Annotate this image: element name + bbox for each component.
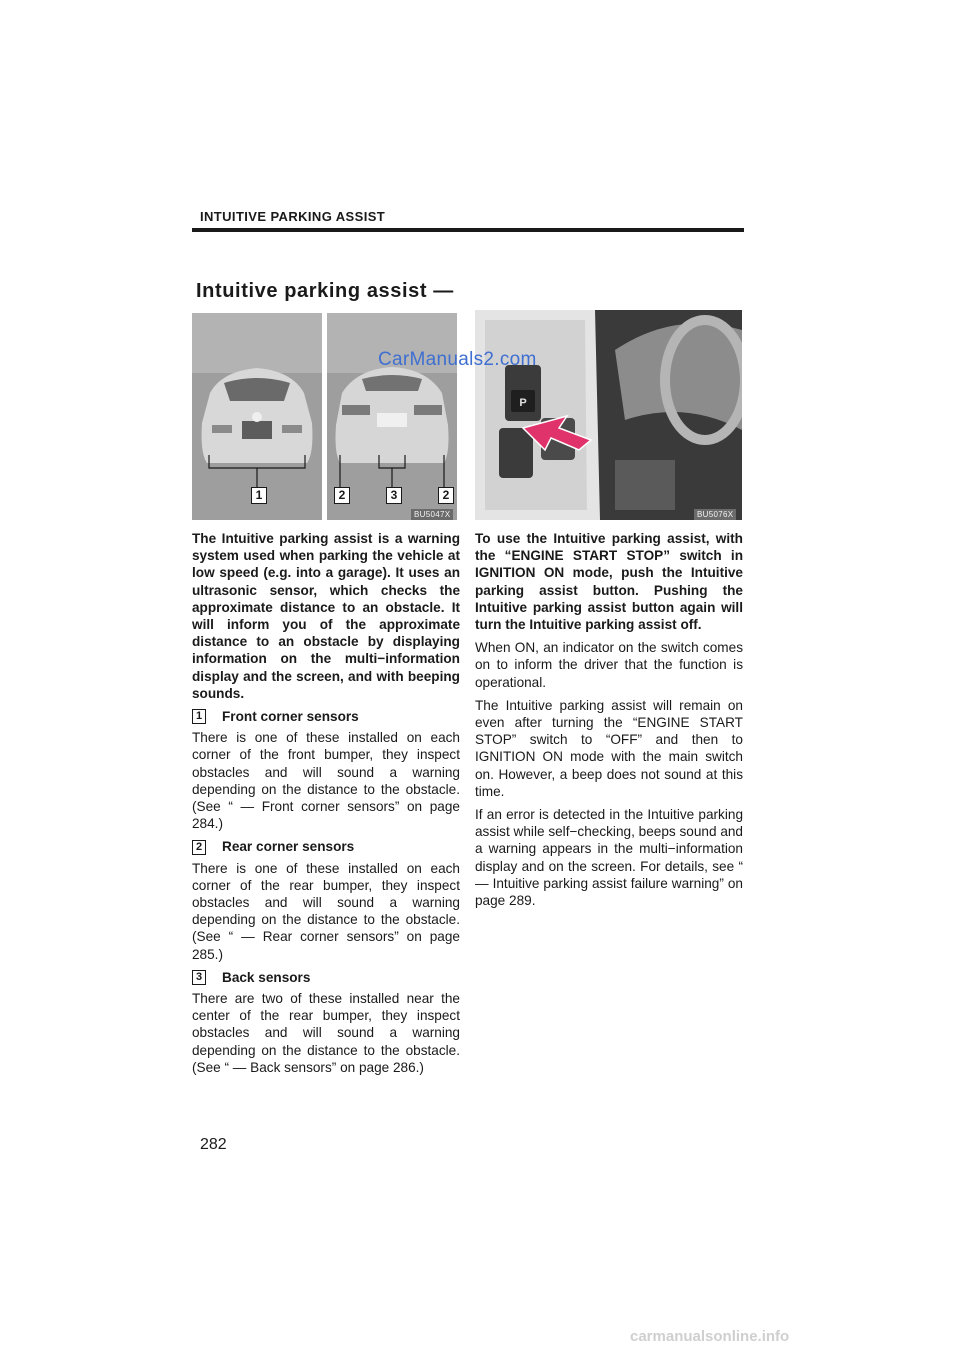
item-2-number: 2 <box>192 840 206 855</box>
watermark-overlay: CarManuals2.com <box>378 349 537 370</box>
callout-2-left: 2 <box>334 487 350 504</box>
left-column <box>192 530 460 1082</box>
item-3-number: 3 <box>192 970 206 985</box>
right-column <box>475 530 743 915</box>
page-number: 282 <box>200 1136 227 1153</box>
callout-1: 1 <box>251 487 267 504</box>
figure-code-right: BU5076X <box>694 509 736 520</box>
section-title: Intuitive parking assist — <box>196 280 454 302</box>
item-1-title: Front corner sensors <box>222 709 359 725</box>
item-1-heading <box>192 708 460 725</box>
error-paragraph: If an error is detected in the Intuitive parking assist while self−checking, beeps sound and a warning appears in the multi−information display and on the screen. For details, see “ — Intuitive parking assist failure warning” on page 289. <box>475 807 743 909</box>
item-2-heading <box>192 838 460 855</box>
item-1-number: 1 <box>192 709 206 724</box>
item-1-body: There is one of these installed on each corner of the front bumper, they inspect obstacles and will sound a warning depending on the distance to the obstacle. (See “ — Front corner sensors” on page 284.) <box>192 730 460 832</box>
item-2-body: There is one of these installed on each corner of the rear bumper, they inspect obstacles and will sound a warning depending on the distance to the obstacle. (See “ — Rear corner sensors” on page 285.) <box>192 860 460 962</box>
item-3-body: There are two of these installed near the center of the rear bumper, they inspect obstacles and will sound a warning depending on the distance to the obstacle. (See “ — Back sensors” on page 286.) <box>192 991 460 1075</box>
running-header: INTUITIVE PARKING ASSIST <box>200 209 386 224</box>
indicator-paragraph: When ON, an indicator on the switch comes on to inform the driver that the function is operational. <box>475 640 743 690</box>
callout-3: 3 <box>386 487 402 504</box>
item-3-heading <box>192 969 460 986</box>
item-3-title: Back sensors <box>222 969 311 985</box>
figure-sensor-locations <box>192 313 457 520</box>
item-2-title: Rear corner sensors <box>222 839 355 855</box>
svg-text:P: P <box>519 397 527 409</box>
intro-paragraph: The Intuitive parking assist is a warning system used when parking the vehicle at low speed (e.g. into a garage). It uses an ultrasonic sensor, which checks the approximate distance to an obstacle. It will inform you of the approximate distance to an obstacle by displaying information on the multi−information display and the screen, and with beeping sounds. <box>192 531 460 701</box>
header-rule <box>192 228 744 232</box>
callout-2-right: 2 <box>438 487 454 504</box>
footer-watermark: carmanualsonline.info <box>630 1328 790 1345</box>
figure-switch-location <box>475 310 742 520</box>
remain-on-paragraph: The Intuitive parking assist will remain on even after turning the “ENGINE START STOP” switch to “OFF” and then to IGNITION ON mode with the main switch on. However, a beep does not sound at this time. <box>475 697 743 799</box>
usage-lead-paragraph: To use the Intuitive parking assist, with the “ENGINE START STOP” switch in IGNITION ON mode, push the Intuitive parking assist button. Pushing the Intuitive parking assist button again will turn the Intuitive parking assist off. <box>475 531 743 633</box>
figure-code-left: BU5047X <box>411 509 453 520</box>
